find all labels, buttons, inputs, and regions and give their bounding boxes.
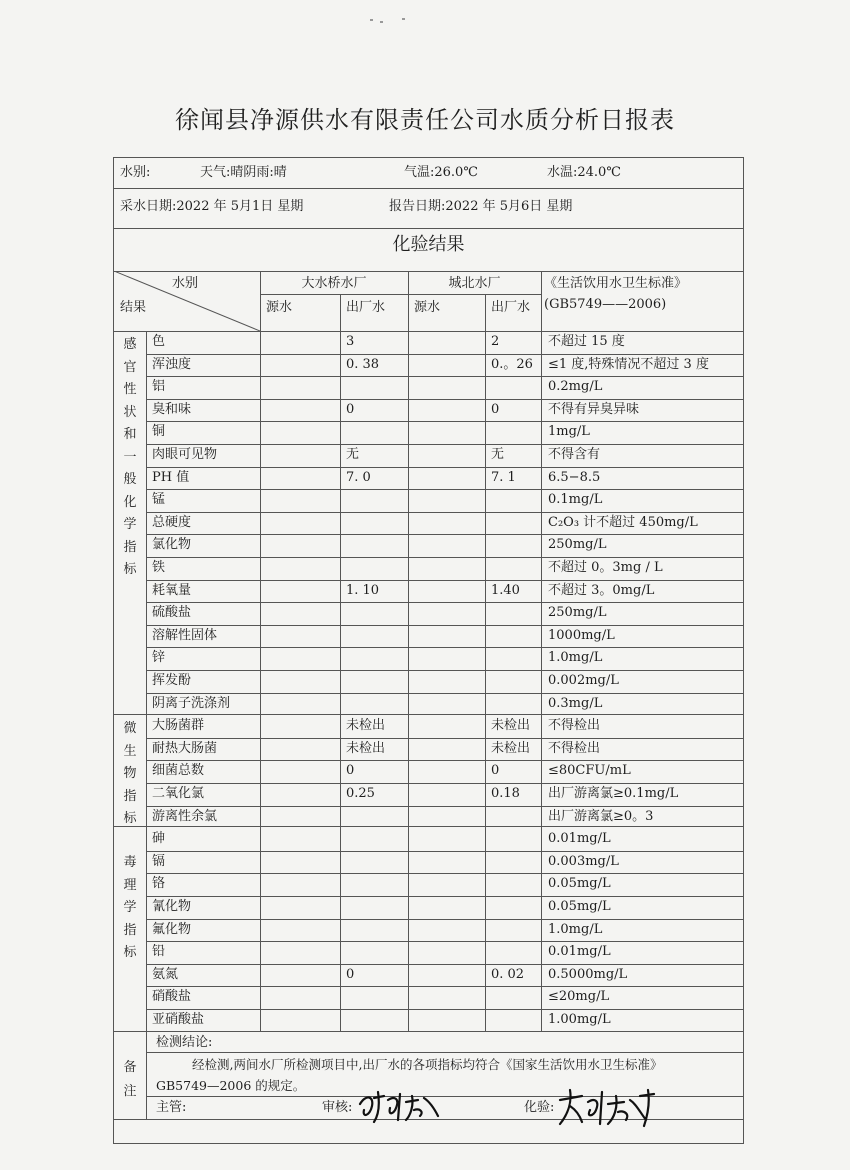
standard-value: 1.00mg/L <box>548 1012 611 1027</box>
row-divider <box>146 444 743 445</box>
plant1-outlet-value: 未检出 <box>346 718 386 734</box>
standard-value: 0.5000mg/L <box>548 966 628 982</box>
plant2-outlet-header: 出厂水 <box>491 300 531 315</box>
plant1-source-header: 源水 <box>266 300 293 315</box>
row-divider <box>146 602 743 603</box>
item-name: 铝 <box>152 379 166 395</box>
row-divider <box>146 783 743 784</box>
standard-value: 1000mg/L <box>548 627 615 643</box>
row-divider <box>146 580 743 581</box>
reviewer-signature <box>354 1086 444 1126</box>
standard-value: 0.2mg/L <box>548 379 603 395</box>
plant2-outlet-value: 2 <box>491 334 500 349</box>
row-divider <box>146 919 743 920</box>
row-divider <box>146 941 743 942</box>
scan-speck <box>402 18 405 20</box>
plant2-outlet-value: 0 <box>491 763 500 779</box>
tester-signature <box>554 1086 664 1130</box>
standard-value: 出厂游离氯≥0.1mg/L <box>548 786 679 801</box>
row-divider <box>146 670 743 671</box>
standard-value: 0.002mg/L <box>548 673 619 688</box>
diag-header-bottom: 结果 <box>120 300 147 315</box>
standard-value: 不得检出 <box>548 718 601 734</box>
plant1-outlet-header: 出厂水 <box>346 300 386 315</box>
plant1-outlet-value: 无 <box>346 447 360 462</box>
row-divider <box>146 760 743 761</box>
standard-value: 0.05mg/L <box>548 899 611 914</box>
row-divider <box>146 467 743 468</box>
group-remarks: 备注 <box>123 1060 137 1099</box>
conclusion-line1: 经检测,两间水厂所检测项目中,出厂水的各项指标均符合《国家生活饮用水卫生标准》 <box>192 1057 663 1072</box>
standard-header-line2: (GB5749——2006) <box>544 297 667 312</box>
plant2-header: 城北水厂 <box>448 276 501 291</box>
conclusion-label: 检测结论: <box>156 1035 213 1050</box>
plant2-outlet-value: 0.。26 <box>491 356 533 372</box>
row-divider <box>146 964 743 965</box>
item-name: 硫酸盐 <box>152 605 192 621</box>
supervisor-label: 主管: <box>156 1100 187 1115</box>
item-name: 阴离子洗涤剂 <box>152 695 231 711</box>
plant1-outlet-value: 0 <box>346 966 355 982</box>
row-divider <box>146 806 743 807</box>
standard-value: 250mg/L <box>548 537 607 553</box>
row-divider <box>146 738 743 739</box>
item-name: 亚硝酸盐 <box>152 1012 205 1027</box>
standard-value: 不得检出 <box>548 740 601 756</box>
conclusion-line2: GB5749—2006 的规定。 <box>156 1078 306 1093</box>
weather-field: 天气:晴阴雨:晴 <box>200 165 287 180</box>
standard-value: 不得含有 <box>548 447 601 462</box>
diag-header-top: 水别 <box>172 276 199 291</box>
item-name: 硝酸盐 <box>152 989 192 1005</box>
group-sensory: 感官性状和一般化学指标 <box>123 337 137 577</box>
scan-speck <box>380 21 383 23</box>
standard-value: 0.003mg/L <box>548 853 619 869</box>
plant2-outlet-value: 1.40 <box>491 582 520 598</box>
standard-value: 1.0mg/L <box>548 650 603 666</box>
plant1-header: 大水桥水厂 <box>301 276 367 291</box>
standard-value: 0.05mg/L <box>548 876 611 892</box>
plant1-outlet-value: 0.25 <box>346 786 375 801</box>
plant2-outlet-value: 0.18 <box>491 786 520 801</box>
standard-value: 1mg/L <box>548 424 590 440</box>
row-divider <box>146 873 743 874</box>
group-micro: 微生物指标 <box>123 721 137 826</box>
standard-value: 不超过 0。3mg / L <box>548 560 663 575</box>
item-name: 肉眼可见物 <box>152 447 218 462</box>
plant2-outlet-value: 未检出 <box>491 740 531 756</box>
row-divider <box>146 376 743 377</box>
item-name: 挥发酚 <box>152 673 192 688</box>
reviewer-label: 审核: <box>322 1100 353 1115</box>
item-name: 大肠菌群 <box>152 718 205 734</box>
report-table <box>113 157 744 1144</box>
item-name: 氟化物 <box>152 921 192 937</box>
plant1-outlet-value: 3 <box>346 334 355 349</box>
item-name: PH 值 <box>152 469 190 485</box>
standard-header-line1: 《生活饮用水卫生标准》 <box>544 276 688 291</box>
item-name: 铜 <box>152 424 166 440</box>
row-divider <box>146 693 743 694</box>
item-name: 氯化物 <box>152 537 192 553</box>
plant1-outlet-value: 0. 38 <box>346 356 380 372</box>
tester-label: 化验: <box>524 1100 555 1115</box>
standard-value: 出厂游离氯≥0。3 <box>548 808 654 824</box>
plant1-outlet-value: 未检出 <box>346 740 386 756</box>
standard-value: 0.1mg/L <box>548 492 603 508</box>
item-name: 镉 <box>152 853 166 869</box>
air-temp-field: 气温:26.0℃ <box>404 165 478 180</box>
standard-value: ≤1 度,特殊情况不超过 3 度 <box>548 356 709 372</box>
standard-value: ≤20mg/L <box>548 989 610 1005</box>
report-date-field: 报告日期:2022 年 5月6日 星期 <box>389 199 573 214</box>
water-temp-field: 水温:24.0℃ <box>547 165 621 180</box>
item-name: 铁 <box>152 560 166 575</box>
row-divider <box>146 1009 743 1010</box>
plant2-outlet-value: 0. 02 <box>491 966 525 982</box>
row-divider <box>146 512 743 513</box>
standard-value: 0.01mg/L <box>548 831 611 847</box>
item-name: 臭和味 <box>152 401 192 417</box>
row-divider <box>146 851 743 852</box>
standard-value: 不超过 3。0mg/L <box>548 582 655 598</box>
row-divider <box>146 986 743 987</box>
item-name: 溶解性固体 <box>152 627 218 643</box>
row-divider <box>146 647 743 648</box>
item-name: 耐热大肠菌 <box>152 740 218 756</box>
row-divider <box>146 557 743 558</box>
standard-value: 不得有异臭异味 <box>548 401 640 417</box>
page-title: 徐闻县净源供水有限责任公司水质分析日报表 <box>175 106 675 134</box>
standard-value: 0.3mg/L <box>548 695 603 711</box>
row-divider <box>146 896 743 897</box>
plant2-outlet-value: 未检出 <box>491 718 531 734</box>
plant2-outlet-value: 0 <box>491 401 500 417</box>
plant2-outlet-value: 无 <box>491 447 505 462</box>
plant2-outlet-value: 7. 1 <box>491 469 516 485</box>
item-name: 锌 <box>152 650 166 666</box>
item-name: 铬 <box>152 876 166 892</box>
standard-value: 不超过 15 度 <box>548 334 625 349</box>
standard-value: 250mg/L <box>548 605 607 621</box>
item-name: 游离性余氯 <box>152 808 218 824</box>
row-divider <box>146 534 743 535</box>
plant1-outlet-value: 1. 10 <box>346 582 380 598</box>
item-name: 铅 <box>152 944 166 960</box>
standard-value: C₂O₃ 计不超过 450mg/L <box>548 514 698 530</box>
standard-value: 1.0mg/L <box>548 921 603 937</box>
scan-speck <box>370 19 373 21</box>
row-divider <box>146 625 743 626</box>
item-name: 氨氮 <box>152 966 179 982</box>
plant1-outlet-value: 0 <box>346 401 355 417</box>
plant1-outlet-value: 0 <box>346 763 355 779</box>
sample-date-field: 采水日期:2022 年 5月1日 星期 <box>120 199 304 214</box>
standard-value: ≤80CFU/mL <box>548 763 631 779</box>
item-name: 色 <box>152 334 166 349</box>
item-name: 氰化物 <box>152 899 192 914</box>
group-toxic: 毒理学指标 <box>123 855 137 960</box>
item-name: 耗氧量 <box>152 582 192 598</box>
section-title: 化验结果 <box>392 234 465 255</box>
item-name: 砷 <box>152 831 166 847</box>
standard-value: 6.5−8.5 <box>548 469 601 485</box>
row-divider <box>146 421 743 422</box>
item-name: 浑浊度 <box>152 356 192 372</box>
item-name: 锰 <box>152 492 166 508</box>
plant2-source-header: 源水 <box>414 300 441 315</box>
row-divider <box>146 354 743 355</box>
item-name: 二氧化氯 <box>152 786 205 801</box>
item-name: 细菌总数 <box>152 763 205 779</box>
standard-value: 0.01mg/L <box>548 944 611 960</box>
row-divider <box>146 399 743 400</box>
water-type-label: 水别: <box>120 165 151 180</box>
plant1-outlet-value: 7. 0 <box>346 469 371 485</box>
item-name: 总硬度 <box>152 514 192 530</box>
row-divider <box>146 489 743 490</box>
